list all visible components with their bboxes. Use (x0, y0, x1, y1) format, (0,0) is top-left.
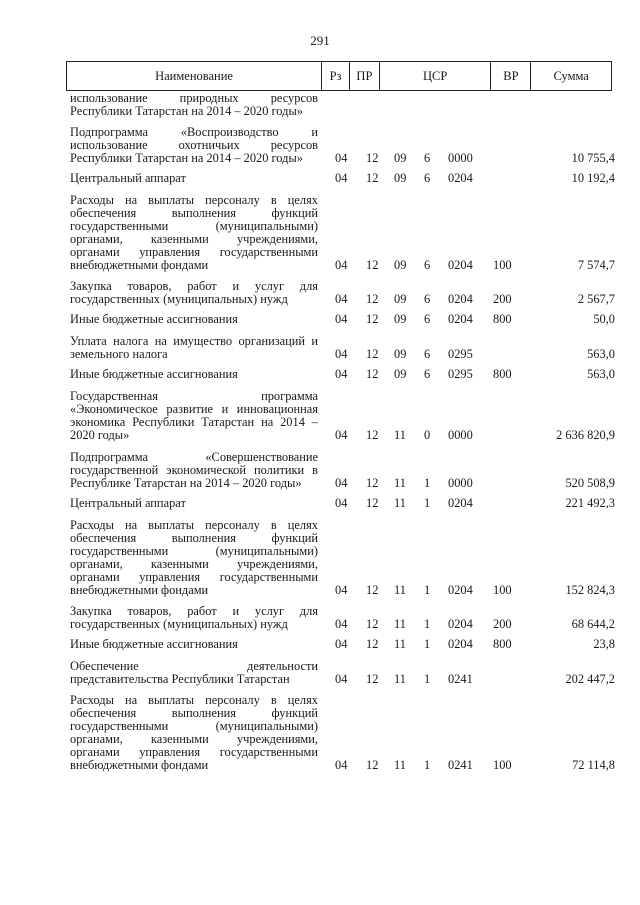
csr-program-code: 11 (394, 476, 406, 490)
csr-program-code: 11 (394, 758, 406, 772)
csr-direction-code: 0204 (448, 583, 473, 597)
csr-subprogram-code: 6 (424, 312, 431, 326)
row-name-line: государственными (муниципальными) (70, 719, 318, 733)
amount: 563,0 (587, 367, 615, 381)
row-name-line: «Экономическое развитие и инновационная (70, 402, 318, 416)
section-code: 04 (335, 672, 348, 686)
section-code: 04 (335, 312, 348, 326)
amount: 23,8 (593, 637, 615, 651)
csr-direction-code: 0000 (448, 151, 473, 165)
csr-program-code: 09 (394, 367, 407, 381)
csr-subprogram-code: 6 (424, 292, 431, 306)
csr-direction-code: 0204 (448, 637, 473, 651)
expense-type-code: 800 (493, 312, 512, 326)
section-code: 04 (335, 367, 348, 381)
row-name-line: экономика Республики Татарстан на 2014 – (70, 415, 318, 429)
csr-program-code: 11 (394, 637, 406, 651)
table-body (70, 92, 615, 772)
amount: 10 192,4 (571, 171, 615, 185)
csr-subprogram-code: 0 (424, 428, 431, 442)
subsection-code: 12 (366, 312, 379, 326)
subsection-code: 12 (366, 151, 379, 165)
table-row (70, 126, 615, 165)
row-name-line: Расходы на выплаты персоналу в целях (70, 518, 318, 532)
row-name-line: Расходы на выплаты персоналу в целях (70, 693, 318, 707)
header-rz: Рз (322, 62, 350, 90)
section-code: 04 (335, 758, 348, 772)
csr-subprogram-code: 6 (424, 151, 431, 165)
row-name-line: Центральный аппарат (70, 171, 186, 185)
amount: 2 567,7 (577, 292, 615, 306)
row-name-line: органами, казенными учреждениями, (70, 232, 318, 246)
table-row (70, 313, 615, 326)
section-code: 04 (335, 151, 348, 165)
row-name-line: Центральный аппарат (70, 496, 186, 510)
subsection-code: 12 (366, 367, 379, 381)
row-name-line: Подпрограмма «Воспроизводство и (70, 125, 318, 139)
expense-type-code: 200 (493, 617, 512, 631)
csr-direction-code: 0204 (448, 312, 473, 326)
row-name-line: Иные бюджетные ассигнования (70, 637, 238, 651)
csr-direction-code: 0204 (448, 171, 473, 185)
csr-subprogram-code: 1 (424, 476, 431, 490)
subsection-code: 12 (366, 583, 379, 597)
csr-direction-code: 0000 (448, 428, 473, 442)
row-name-line: органами, казенными учреждениями, (70, 732, 318, 746)
table-row (70, 368, 615, 381)
row-name-line: использование охотничьих ресурсов (70, 138, 318, 152)
amount: 563,0 (587, 347, 615, 361)
csr-subprogram-code: 1 (424, 758, 431, 772)
table-row (70, 451, 615, 490)
section-code: 04 (335, 583, 348, 597)
csr-subprogram-code: 1 (424, 617, 431, 631)
csr-program-code: 09 (394, 347, 407, 361)
amount: 221 492,3 (565, 496, 615, 510)
row-name-line: органами управления государственными (70, 570, 318, 584)
csr-subprogram-code: 1 (424, 672, 431, 686)
csr-program-code: 09 (394, 151, 407, 165)
csr-subprogram-code: 1 (424, 496, 431, 510)
row-name-line: Республики Татарстан на 2014 – 2020 годы» (70, 104, 303, 118)
subsection-code: 12 (366, 758, 379, 772)
table-row (70, 519, 615, 597)
subsection-code: 12 (366, 617, 379, 631)
csr-program-code: 11 (394, 672, 406, 686)
subsection-code: 12 (366, 637, 379, 651)
amount: 2 636 820,9 (556, 428, 615, 442)
row-name-line: государственными (муниципальными) (70, 544, 318, 558)
section-code: 04 (335, 476, 348, 490)
row-name-line: представительства Республики Татарстан (70, 672, 290, 686)
csr-program-code: 09 (394, 292, 407, 306)
row-name-line: Подпрограмма «Совершенствование (70, 450, 318, 464)
csr-direction-code: 0204 (448, 292, 473, 306)
row-name-line: Закупка товаров, работ и услуг для (70, 279, 318, 293)
section-code: 04 (335, 171, 348, 185)
row-name-line: Республике Татарстан на 2014 – 2020 годы» (70, 476, 302, 490)
row-name-line: органами управления государственными (70, 745, 318, 759)
amount: 520 508,9 (565, 476, 615, 490)
csr-program-code: 11 (394, 617, 406, 631)
row-name-line: Иные бюджетные ассигнования (70, 312, 238, 326)
amount: 10 755,4 (571, 151, 615, 165)
csr-direction-code: 0204 (448, 617, 473, 631)
amount: 7 574,7 (577, 258, 615, 272)
csr-direction-code: 0204 (448, 496, 473, 510)
csr-subprogram-code: 6 (424, 258, 431, 272)
csr-program-code: 11 (394, 428, 406, 442)
csr-subprogram-code: 6 (424, 347, 431, 361)
header-vr: ВР (491, 62, 531, 90)
section-code: 04 (335, 617, 348, 631)
header-csr: ЦСР (380, 62, 492, 90)
row-name-line: использование природных ресурсов (70, 91, 318, 105)
amount: 72 114,8 (572, 758, 615, 772)
expense-type-code: 100 (493, 258, 512, 272)
section-code: 04 (335, 496, 348, 510)
csr-direction-code: 0295 (448, 367, 473, 381)
amount: 50,0 (593, 312, 615, 326)
row-name-line: Уплата налога на имущество организаций и (70, 334, 318, 348)
csr-direction-code: 0241 (448, 758, 473, 772)
amount: 152 824,3 (565, 583, 615, 597)
row-name-line: государственными (муниципальными) (70, 219, 318, 233)
row-name-line: государственной экономической политики в (70, 463, 318, 477)
row-name-line: государственных (муниципальных) нужд (70, 617, 288, 631)
amount: 202 447,2 (565, 672, 615, 686)
table-row (70, 194, 615, 272)
csr-subprogram-code: 6 (424, 367, 431, 381)
subsection-code: 12 (366, 347, 379, 361)
table-row (70, 92, 615, 118)
section-code: 04 (335, 347, 348, 361)
subsection-code: 12 (366, 171, 379, 185)
header-sum: Сумма (553, 68, 589, 83)
row-name-line: обеспечения выполнения функций (70, 206, 318, 220)
subsection-code: 12 (366, 258, 379, 272)
section-code: 04 (335, 292, 348, 306)
csr-direction-code: 0241 (448, 672, 473, 686)
row-name-line: государственных (муниципальных) нужд (70, 292, 288, 306)
csr-subprogram-code: 1 (424, 583, 431, 597)
table-row (70, 335, 615, 361)
row-name-line: Закупка товаров, работ и услуг для (70, 604, 318, 618)
csr-subprogram-code: 6 (424, 171, 431, 185)
table-row (70, 390, 615, 442)
section-code: 04 (335, 428, 348, 442)
table-row (70, 694, 615, 772)
csr-program-code: 09 (394, 312, 407, 326)
section-code: 04 (335, 258, 348, 272)
table-row (70, 605, 615, 631)
row-name-line: внебюджетными фондами (70, 258, 209, 272)
row-name-line: Обеспечение деятельности (70, 659, 318, 673)
subsection-code: 12 (366, 428, 379, 442)
row-name-line: обеспечения выполнения функций (70, 706, 318, 720)
subsection-code: 12 (366, 292, 379, 306)
subsection-code: 12 (366, 476, 379, 490)
csr-subprogram-code: 1 (424, 637, 431, 651)
table-row (70, 660, 615, 686)
row-name-line: Государственная программа (70, 389, 318, 403)
row-name-line: внебюджетными фондами (70, 583, 209, 597)
header-name: Наименование (67, 62, 322, 90)
row-name-line: обеспечения выполнения функций (70, 531, 318, 545)
row-name-line: внебюджетными фондами (70, 758, 209, 772)
row-name-line: Республики Татарстан на 2014 – 2020 годы» (70, 151, 303, 165)
csr-direction-code: 0295 (448, 347, 473, 361)
expense-type-code: 800 (493, 637, 512, 651)
table-row (70, 172, 615, 185)
csr-program-code: 11 (394, 496, 406, 510)
row-name-line: 2020 годы» (70, 428, 130, 442)
expense-type-code: 100 (493, 758, 512, 772)
csr-program-code: 09 (394, 171, 407, 185)
row-name-line: Иные бюджетные ассигнования (70, 367, 238, 381)
header-pr: ПР (350, 62, 380, 90)
table-row (70, 280, 615, 306)
csr-program-code: 11 (394, 583, 406, 597)
subsection-code: 12 (366, 672, 379, 686)
row-name-line: земельного налога (70, 347, 168, 361)
expense-type-code: 200 (493, 292, 512, 306)
row-name-line: органами, казенными учреждениями, (70, 557, 318, 571)
expense-type-code: 800 (493, 367, 512, 381)
table-header (66, 61, 612, 91)
row-name-line: органами управления государственными (70, 245, 318, 259)
csr-direction-code: 0204 (448, 258, 473, 272)
row-name-line: Расходы на выплаты персоналу в целях (70, 193, 318, 207)
table-row (70, 638, 615, 651)
expense-type-code: 100 (493, 583, 512, 597)
subsection-code: 12 (366, 496, 379, 510)
amount: 68 644,2 (571, 617, 615, 631)
section-code: 04 (335, 637, 348, 651)
csr-program-code: 09 (394, 258, 407, 272)
table-row (70, 497, 615, 510)
csr-direction-code: 0000 (448, 476, 473, 490)
page-number: 291 (310, 33, 330, 48)
